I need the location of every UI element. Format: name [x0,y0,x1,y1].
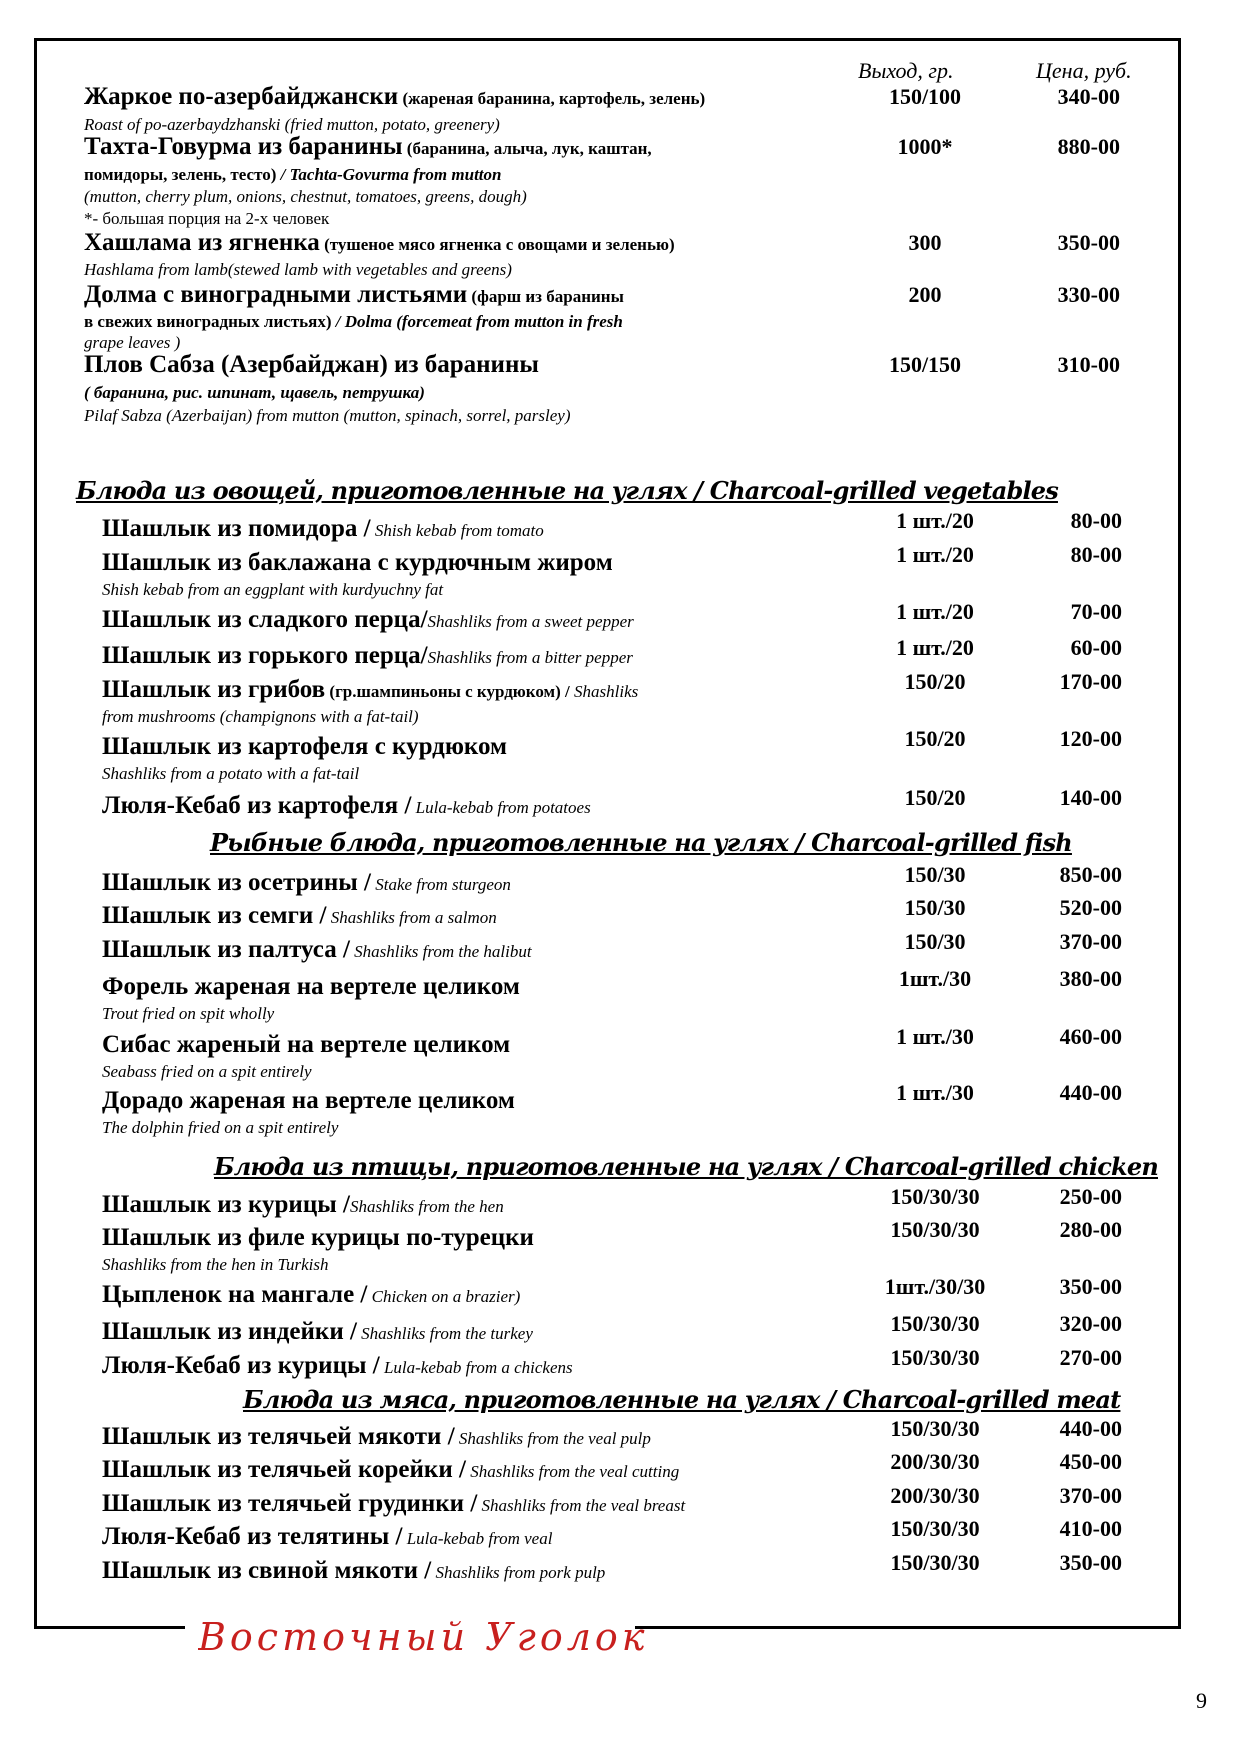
item-english: / Dolma (forcemeat from mutton in fresh [331,312,623,331]
item-price: 350-00 [1057,230,1120,255]
item-weight: 1шт./30 [898,966,972,991]
item-english: Shashliks from pork pulp [431,1563,606,1582]
section-title: Блюда из птицы, приготовленные на углях / Charcoal-grilled chicken [214,1152,1158,1181]
item-price: 70-00 [1070,599,1122,624]
item-name: Тахта-Говурма из баранины (баранина, алыча, лук, каштан, [84,133,652,160]
item-price: 80-00 [1070,542,1122,567]
item-price: 380-00 [1059,966,1122,991]
item-name: Жаркое по-азербайджански (жареная баранина, картофель, зелень) [84,83,706,110]
item-english-line: Shish kebab from an eggplant with kurdyuchny fat [102,580,444,599]
item-name: Плов Сабза (Азербайджан) из баранины [84,351,539,378]
restaurant-logo [198,1612,648,1662]
item-english: Lula-kebab from potatoes [411,798,591,817]
item-english-line: Shashliks from the hen in Turkish [102,1255,329,1274]
item-weight: 150/100 [888,84,962,109]
item-name: Долма с виноградными листьями (фарш из баранины [84,281,624,308]
item-name: Форель жареная на вертеле целиком [102,973,520,1000]
item-price: 370-00 [1059,929,1122,954]
item-name: Шашлык из курицы /Shashliks from the hen [102,1191,504,1218]
item-weight: 150/30 [904,895,966,920]
item-weight: 150/30/30 [890,1311,980,1336]
item-weight: 1 шт./20 [896,542,974,567]
item-price: 140-00 [1059,785,1122,810]
item-name: Дорадо жареная на вертеле целиком [102,1087,515,1114]
item-name: Шашлык из помидора / Shish kebab from tomato [102,515,544,542]
item-name: Шашлык из палтуса / Shashliks from the halibut [102,936,532,963]
item-english: Shashliks from a bitter pepper [427,648,633,667]
item-name: Шашлык из грибов (гр.шампиньоны с курдюком) / Shashliks [102,676,639,703]
section-title: Блюда из овощей, приготовленные на углях / Charcoal-grilled vegetables [76,476,1058,505]
item-name: Шашлык из телячьей мякоти / Shashliks from the veal pulp [102,1423,651,1450]
item-detail-line: *- большая порция на 2-х человек [84,209,330,228]
item-description: (баранина, алыча, лук, каштан, [402,139,652,158]
item-english: Shashliks from a salmon [326,908,497,927]
item-price: 250-00 [1059,1184,1122,1209]
price-column-header: Цена, руб. [1036,58,1132,83]
item-description: (жареная баранина, картофель, зелень) [398,89,706,108]
item-price: 270-00 [1059,1345,1122,1370]
item-price: 120-00 [1059,726,1122,751]
item-weight: 150/30/30 [890,1217,980,1242]
item-english: Shashliks from a sweet pepper [427,612,634,631]
item-weight: 150/150 [888,352,962,377]
item-price: 350-00 [1059,1550,1122,1575]
item-name: Шашлык из баклажана с курдючным жиром [102,549,613,576]
item-english: Shashliks from the veal breast [477,1496,686,1515]
item-name: Шашлык из телячьей грудинки / Shashliks from the veal breast [102,1490,686,1517]
item-price: 880-00 [1057,134,1120,159]
item-name: Люля-Кебаб из курицы / Lula-kebab from a chickens [102,1352,573,1379]
logo-text: Восточный Уголок [198,1615,648,1659]
item-description: (фарш из баранины [467,287,624,306]
item-weight: 1 шт./20 [896,635,974,660]
item-name: Цыпленок на мангале / Chicken on a brazier) [102,1281,521,1308]
item-detail-line: ( баранина, рис. шпинат, щавель, петрушка) [84,383,425,402]
item-name: Шашлык из индейки / Shashliks from the turkey [102,1318,533,1345]
item-english: Shashliks from the veal cutting [465,1462,680,1481]
item-price: 310-00 [1057,352,1120,377]
item-detail-line: в свежих виноградных листьях) / Dolma (forcemeat from mutton in fresh [84,312,623,331]
item-price: 80-00 [1070,508,1122,533]
item-price: 460-00 [1059,1024,1122,1049]
item-english: Stake from sturgeon [370,875,511,894]
item-price: 330-00 [1057,282,1120,307]
item-price: 60-00 [1070,635,1122,660]
section-title: Рыбные блюда, приготовленные на углях / Charcoal-grilled fish [210,828,1072,857]
item-name: Шашлык из телячьей корейки / Shashliks from the veal cutting [102,1456,680,1483]
item-english: Chicken on a brazier) [367,1287,521,1306]
item-price: 320-00 [1059,1311,1122,1336]
item-price: 340-00 [1057,84,1120,109]
item-name: Шашлык из семги / Shashliks from a salmon [102,902,497,929]
item-english: Shashliks from the veal pulp [454,1429,651,1448]
item-weight: 1 шт./30 [896,1080,974,1105]
item-description: (тушеное мясо ягненка с овощами и зеленью) [319,235,675,254]
item-weight: 150/30/30 [890,1550,980,1575]
item-price: 410-00 [1059,1516,1122,1541]
item-price: 850-00 [1059,862,1122,887]
section-title: Блюда из мяса, приготовленные на углях / Charcoal-grilled meat [243,1385,1121,1414]
item-weight: 1шт./30/30 [884,1274,986,1299]
item-detail-line: помидоры, зелень, тесто) / Tachta-Govurma from mutton [84,165,502,184]
item-weight: 300 [908,230,942,255]
item-detail-line: (mutton, cherry plum, onions, chestnut, tomatoes, greens, dough) [84,187,527,206]
item-weight: 200/30/30 [890,1449,980,1474]
item-name: Люля-Кебаб из картофеля / Lula-kebab from potatoes [102,792,591,819]
item-english-line: Shashliks from a potato with a fat-tail [102,764,360,783]
item-price: 440-00 [1059,1416,1122,1441]
item-detail-line: Roast of po-azerbaydzhanski (fried mutton, potato, greenery) [84,115,500,134]
item-description: (гр.шампиньоны с курдюком) / [325,682,575,701]
item-english: / Tachta-Govurma from mutton [276,165,502,184]
item-english: Shashliks from the turkey [356,1324,533,1343]
item-price: 350-00 [1059,1274,1122,1299]
item-weight: 150/30/30 [890,1345,980,1370]
item-english-line: Trout fried on spit wholly [102,1004,275,1023]
item-weight: 1000* [897,134,953,159]
item-name: Шашлык из свиной мякоти / Shashliks from pork pulp [102,1557,606,1584]
item-english: Shish kebab from tomato [370,521,544,540]
item-weight: 150/20 [904,669,966,694]
item-english-line: from mushrooms (champignons with a fat-tail) [102,707,419,726]
item-price: 280-00 [1059,1217,1122,1242]
item-english: Shashliks from the hen [349,1197,504,1216]
item-price: 170-00 [1059,669,1122,694]
item-price: 520-00 [1059,895,1122,920]
item-weight: 1 шт./20 [896,508,974,533]
item-name: Шашлык из горького перца/Shashliks from a bitter pepper [102,642,633,669]
item-weight: 1 шт./20 [896,599,974,624]
item-english: Lula-kebab from a chickens [379,1358,573,1377]
item-name: Шашлык из сладкого перца/Shashliks from a sweet pepper [102,606,634,633]
item-price: 450-00 [1059,1449,1122,1474]
item-weight: 150/30/30 [890,1516,980,1541]
item-english: Lula-kebab from veal [402,1529,553,1548]
item-detail-line: Pilaf Sabza (Azerbaijan) from mutton (mutton, spinach, sorrel, parsley) [84,406,571,425]
item-weight: 150/20 [904,726,966,751]
item-price: 370-00 [1059,1483,1122,1508]
item-english-line: Seabass fried on a spit entirely [102,1062,312,1081]
item-name: Хашлама из ягненка (тушеное мясо ягненка с овощами и зеленью) [84,229,675,256]
weight-column-header: Выход, гр. [858,58,954,83]
item-detail-line: Hashlama from lamb(stewed lamb with vegetables and greens) [84,260,512,279]
item-weight: 200 [908,282,942,307]
item-english: Shashliks from the halibut [349,942,532,961]
item-name: Шашлык из осетрины / Stake from sturgeon [102,869,511,896]
item-weight: 150/30/30 [890,1416,980,1441]
item-detail-line: grape leaves ) [84,333,181,352]
item-weight: 200/30/30 [890,1483,980,1508]
item-english: Shashliks [574,682,639,701]
item-name: Сибас жареный на вертеле целиком [102,1031,511,1058]
item-weight: 150/30 [904,929,966,954]
item-english-line: The dolphin fried on a spit entirely [102,1118,339,1137]
item-name: Шашлык из картофеля с курдюком [102,733,508,760]
item-weight: 150/20 [904,785,966,810]
item-name: Люля-Кебаб из телятины / Lula-kebab from veal [102,1523,553,1550]
item-weight: 150/30/30 [890,1184,980,1209]
item-weight: 1 шт./30 [896,1024,974,1049]
page-number: 9 [1196,1688,1207,1713]
item-weight: 150/30 [904,862,966,887]
item-name: Шашлык из филе курицы по-турецки [102,1224,534,1251]
item-price: 440-00 [1059,1080,1122,1105]
